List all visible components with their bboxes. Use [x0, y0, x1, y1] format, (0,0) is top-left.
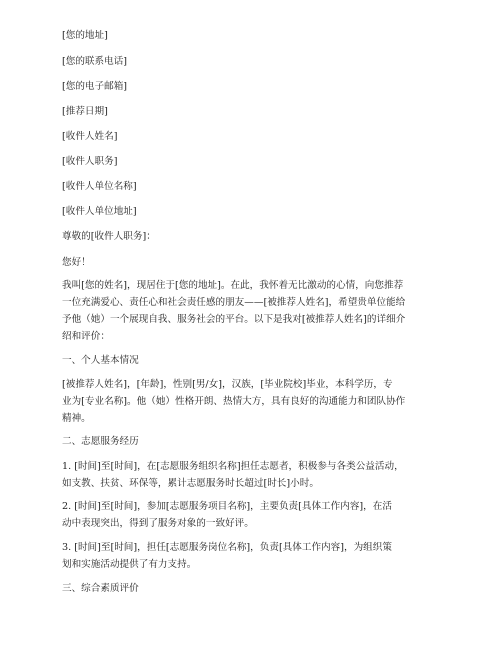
recipient-org: [收件人单位名称]: [62, 181, 137, 192]
section2-item-2: [62, 498, 442, 532]
section2-item-line: 划和实施活动提供了有力支持。: [62, 559, 197, 570]
recipient-name: [收件人姓名]: [62, 131, 118, 142]
section2-item-1: [62, 458, 442, 492]
section2-heading: 二、志愿服务经历: [62, 436, 139, 447]
section1-line: [被推荐人姓名]，[年龄]，性别[男/女]，汉族，[毕业院校]毕业，本科学历，专: [62, 379, 393, 390]
sender-phone: [您的联系电话]: [62, 56, 128, 67]
intro-line: 绍和评价：: [62, 331, 110, 342]
recipient-address: [收件人单位地址]: [62, 206, 137, 217]
sender-email: [您的电子邮箱]: [62, 81, 128, 92]
section3-heading: 三、综合素质评价: [62, 583, 139, 594]
section1-line: 业为[专业名称]。他（她）性格开朗、热情大方，具有良好的沟通能力和团队协作: [62, 396, 406, 407]
section1-heading: 一、个人基本情况: [62, 355, 139, 366]
greeting: 您好！: [62, 257, 91, 268]
sender-address: [您的地址]: [62, 30, 108, 41]
recipient-title: [收件人职务]: [62, 156, 118, 167]
section2-item-line: 3. [时间]至[时间]，担任[志愿服务岗位名称]，负责[具体工作内容]，为组织策: [62, 542, 392, 553]
section2-item-line: 1. [时间]至[时间]，在[志愿服务组织名称]担任志愿者，积极参与各类公益活动，: [62, 461, 404, 472]
section1-line: 精神。: [62, 413, 91, 424]
intro-line: 我叫[您的姓名]，现居住于[您的地址]。在此，我怀着无比激动的心情，向您推荐: [62, 280, 404, 291]
intro-paragraph: [62, 277, 442, 345]
intro-line: 一位充满爱心、责任心和社会责任感的朋友——[被推荐人姓名]，希望贵单位能给: [62, 297, 406, 308]
section1-paragraph: [62, 376, 442, 427]
section2-item-line: 如支教、扶贫、环保等，累计志愿服务时长超过[时长]小时。: [62, 478, 319, 489]
salutation: 尊敬的[收件人职务]：: [62, 231, 156, 242]
section2-item-line: 2. [时间]至[时间]，参加[志愿服务项目名称]，主要负责[具体工作内容]，在活: [62, 501, 392, 512]
section2-item-line: 动中表现突出，得到了服务对象的一致好评。: [62, 518, 254, 529]
section2-item-3: [62, 539, 442, 573]
recommend-date: [推荐日期]: [62, 106, 108, 117]
intro-line: 予他（她）一个展现自我、服务社会的平台。以下是我对[被推荐人姓名]的详细介: [62, 314, 406, 325]
